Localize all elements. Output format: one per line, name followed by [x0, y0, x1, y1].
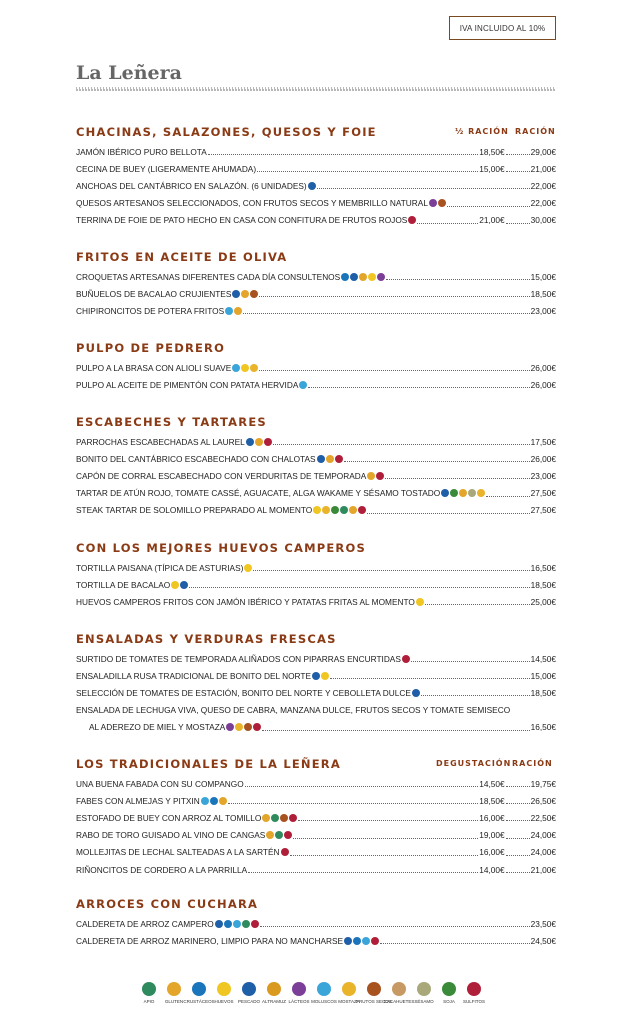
menu-item-name: RIÑONCITOS DE CORDERO A LA PARRILLA: [76, 864, 248, 875]
dot-leader: [257, 170, 478, 172]
dot-leader: [344, 460, 530, 462]
apio-icon: [275, 831, 283, 839]
allergen-label: ALTRAMUZ: [262, 999, 286, 1004]
menu-item: [76, 469, 556, 482]
dot-leader: [245, 785, 479, 787]
menu-item: [76, 704, 556, 717]
price-half: 14,00€: [479, 864, 505, 875]
menu-item: [76, 721, 556, 734]
apio-icon: [340, 506, 348, 514]
dot-leader: [290, 854, 479, 856]
menu-item-name: TERRINA DE FOIE DE PATO HECHO EN CASA CON CONFITURA DE FRUTOS ROJOS: [76, 215, 408, 226]
section-title: ESCABECHES Y TARTARES: [76, 415, 267, 429]
price-full: 22,00€: [530, 180, 556, 191]
price-full: 26,00€: [530, 362, 556, 373]
price-half: 16,00€: [479, 812, 505, 823]
price-full: 30,00€: [530, 215, 556, 226]
gluten-icon: [167, 982, 181, 996]
menu-item-name: BONITO DEL CANTÁBRICO ESCABECHADO CON CHALOTAS: [76, 453, 316, 464]
gluten-icon: [459, 489, 467, 497]
menu-item: [76, 179, 556, 192]
lacteos-icon: [429, 199, 437, 207]
soja-icon: [450, 489, 458, 497]
allergen-apio: [140, 982, 158, 1004]
lacteos-icon: [377, 273, 385, 281]
allergen-label: MOLUSCOS: [311, 999, 337, 1004]
menu-item-name: CECINA DE BUEY (LIGERAMENTE AHUMADA): [76, 163, 257, 174]
menu-item: [76, 378, 556, 391]
menu-item: [76, 162, 556, 175]
allergen-label: SÉSAMO: [414, 999, 434, 1004]
mostaza-icon: [322, 506, 330, 514]
price-full: 24,00€: [530, 830, 556, 841]
altramuz-icon: [267, 982, 281, 996]
frutos-secos-icon: [367, 982, 381, 996]
dot-leader: [385, 477, 529, 479]
huevos-icon: [217, 982, 231, 996]
allergen-label: APIO: [143, 999, 155, 1004]
menu-item: [76, 287, 556, 300]
allergen-label: SULFITOS: [463, 999, 485, 1004]
menu-item: [76, 270, 556, 283]
dot-leader: [367, 512, 529, 514]
menu-item-name: TORTILLA DE BACALAO: [76, 579, 171, 590]
menu-item-name: RABO DE TORO GUISADO AL VINO DE CANGAS: [76, 830, 266, 841]
moluscos-icon: [317, 982, 331, 996]
menu-item: [76, 561, 556, 574]
sesamo-icon: [468, 489, 476, 497]
menu-item-name: AL ADEREZO DE MIEL Y MOSTAZA: [89, 722, 226, 733]
price-full: 29,00€: [530, 146, 556, 157]
menu-item-name: QUESOS ARTESANOS SELECCIONADOS, CON FRUTOS SECOS Y MEMBRILLO NATURAL: [76, 198, 428, 209]
price-full: 22,50€: [530, 812, 556, 823]
allergen-lacteos: [290, 982, 308, 1004]
price-full: 18,50€: [530, 579, 556, 590]
allergen-altramuz: [262, 982, 286, 1004]
dot-leader: [298, 819, 478, 821]
pescado-icon: [350, 273, 358, 281]
apio-icon: [271, 814, 279, 822]
crustaceos-icon: [224, 920, 232, 928]
menu-item-name: JAMÓN IBÉRICO PURO BELLOTA: [76, 146, 207, 157]
dot-leader: [253, 569, 529, 571]
price-half: 15,00€: [479, 163, 505, 174]
dot-leader: [506, 871, 530, 873]
price-half: 21,00€: [479, 215, 505, 226]
dot-leader: [208, 153, 478, 155]
allergen-huevos: [215, 982, 233, 1004]
section-title: FRITOS EN ACEITE DE OLIVA: [76, 250, 288, 264]
allergen-label: LÁCTEOS: [288, 999, 310, 1004]
price-full: 17,50€: [530, 436, 556, 447]
dot-leader: [506, 802, 530, 804]
crustaceos-icon: [353, 937, 361, 945]
pescado-icon: [232, 290, 240, 298]
menu-item: [76, 917, 556, 930]
price-full: 27,50€: [530, 488, 556, 499]
allergen-gluten: [165, 982, 183, 1004]
dot-leader: [506, 170, 530, 172]
menu-item: [76, 794, 556, 807]
section-title: CON LOS MEJORES HUEVOS CAMPEROS: [76, 541, 366, 555]
crustaceos-icon: [192, 982, 206, 996]
moluscos-icon: [233, 920, 241, 928]
price-full: 19,75€: [530, 778, 556, 789]
allergen-label: CRUSTÁCEOS: [183, 999, 215, 1004]
sulfitos-icon: [408, 216, 416, 224]
menu-item-name: BUÑUELOS DE BACALAO CRUJIENTES: [76, 288, 232, 299]
allergen-label: SOJA: [443, 999, 455, 1004]
dot-leader: [189, 586, 529, 588]
mostaza-icon: [477, 489, 485, 497]
column-header-half: DEGUSTACIÓN: [436, 759, 512, 768]
column-header-half: ½ RACIÓN: [455, 127, 509, 136]
price-full: 16,50€: [530, 562, 556, 573]
allergen-label: HUEVOS: [214, 999, 234, 1004]
apio-icon: [142, 982, 156, 996]
dot-leader: [248, 871, 478, 873]
allergen-pescado: [238, 982, 261, 1004]
gluten-icon: [255, 438, 263, 446]
dot-leader: [411, 660, 530, 662]
dot-leader: [308, 386, 529, 388]
price-full: 25,00€: [530, 596, 556, 607]
sulfitos-icon: [335, 455, 343, 463]
dot-leader: [228, 802, 478, 804]
sulfitos-icon: [467, 982, 481, 996]
apio-icon: [242, 920, 250, 928]
menu-item-name: UNA BUENA FABADA CON SU COMPANGO: [76, 778, 244, 789]
price-full: 23,00€: [530, 305, 556, 316]
menu-item-name: ENSALADILLA RUSA TRADICIONAL DE BONITO DEL NORTE: [76, 670, 311, 681]
price-full: 15,00€: [530, 271, 556, 282]
menu-item: [76, 214, 556, 227]
dot-leader: [506, 819, 530, 821]
huevos-icon: [241, 364, 249, 372]
menu-item-name: TORTILLA PAISANA (TÍPICA DE ASTURIAS): [76, 562, 244, 573]
sulfitos-icon: [284, 831, 292, 839]
sulfitos-icon: [281, 848, 289, 856]
dot-leader: [293, 837, 478, 839]
pescado-icon: [441, 489, 449, 497]
frutos-secos-icon: [250, 290, 258, 298]
gluten-icon: [349, 506, 357, 514]
allergen-label: CACAHUETES: [383, 999, 415, 1004]
moluscos-icon: [299, 381, 307, 389]
sulfitos-icon: [253, 723, 261, 731]
menu-item: [76, 934, 556, 947]
soja-icon: [331, 506, 339, 514]
sesamo-icon: [417, 982, 431, 996]
menu-item: [76, 145, 556, 158]
dot-leader: [262, 729, 529, 731]
menu-item: [76, 504, 556, 517]
price-full: 26,50€: [530, 795, 556, 806]
price-half: 18,50€: [479, 795, 505, 806]
menu-item-name: CALDERETA DE ARROZ MARINERO, LIMPIO PARA NO MANCHARSE: [76, 935, 344, 946]
menu-item: [76, 652, 556, 665]
price-full: 26,00€: [530, 453, 556, 464]
sulfitos-icon: [264, 438, 272, 446]
menu-item: [76, 487, 556, 500]
sulfitos-icon: [376, 472, 384, 480]
moluscos-icon: [232, 364, 240, 372]
huevos-icon: [313, 506, 321, 514]
dot-leader: [330, 677, 530, 679]
allergen-frutos-secos: [356, 982, 392, 1004]
gluten-icon: [359, 273, 367, 281]
dot-leader: [259, 369, 529, 371]
dot-leader: [425, 603, 530, 605]
gluten-icon: [262, 814, 270, 822]
frutos-secos-icon: [438, 199, 446, 207]
huevos-icon: [171, 581, 179, 589]
price-full: 24,50€: [530, 935, 556, 946]
allergen-soja: [440, 982, 458, 1004]
sulfitos-icon: [402, 655, 410, 663]
gluten-icon: [367, 472, 375, 480]
menu-item: [76, 304, 556, 317]
pescado-icon: [215, 920, 223, 928]
menu-item-name: PARROCHAS ESCABECHADAS AL LAUREL: [76, 436, 245, 447]
menu-item: [76, 846, 556, 859]
price-full: 26,00€: [530, 379, 556, 390]
crustaceos-icon: [210, 797, 218, 805]
menu-item-name: SURTIDO DE TOMATES DE TEMPORADA ALIÑADOS CON PIPARRAS ENCURTIDAS: [76, 653, 401, 664]
cacahuetes-icon: [392, 982, 406, 996]
price-full: 23,50€: [530, 918, 556, 929]
price-full: 18,50€: [530, 288, 556, 299]
menu-item: [76, 197, 556, 210]
menu-item-name: STEAK TARTAR DE SOLOMILLO PREPARADO AL MOMENTO: [76, 505, 313, 516]
price-half: 19,00€: [479, 830, 505, 841]
menu-item-name: MOLLEJITAS DE LECHAL SALTEADAS A LA SARTÉN: [76, 847, 280, 858]
dot-leader: [273, 443, 530, 445]
menu-item-name: CAPÓN DE CORRAL ESCABECHADO CON VERDURITAS DE TEMPORADA: [76, 470, 367, 481]
dot-leader: [317, 187, 530, 189]
price-half: 14,50€: [479, 778, 505, 789]
dot-leader: [421, 694, 530, 696]
menu-item: [76, 361, 556, 374]
menu-item-name: ESTOFADO DE BUEY CON ARROZ AL TOMILLO: [76, 812, 262, 823]
allergen-label: FRUTOS SECOS: [356, 999, 392, 1004]
frutos-secos-icon: [280, 814, 288, 822]
gluten-icon: [266, 831, 274, 839]
pescado-icon: [412, 689, 420, 697]
huevos-icon: [368, 273, 376, 281]
lacteos-icon: [292, 982, 306, 996]
dot-leader: [386, 278, 529, 280]
menu-item-name: PULPO A LA BRASA CON ALIOLI SUAVE: [76, 362, 232, 373]
dot-leader: [260, 925, 530, 927]
menu-item: [76, 435, 556, 448]
frutos-secos-icon: [244, 723, 252, 731]
menu-item-name: CROQUETAS ARTESANAS DIFERENTES CADA DÍA CONSULTENOS: [76, 271, 341, 282]
menu-item-name: SELECCIÓN DE TOMATES DE ESTACIÓN, BONITO DEL NORTE Y CEBOLLETA DULCE: [76, 687, 411, 698]
dot-leader: [486, 495, 529, 497]
sulfitos-icon: [289, 814, 297, 822]
menu-item: [76, 863, 556, 876]
dot-leader: [506, 222, 530, 224]
huevos-icon: [321, 672, 329, 680]
section-title: ENSALADAS Y VERDURAS FRESCAS: [76, 632, 337, 646]
allergen-sesamo: [415, 982, 433, 1004]
moluscos-icon: [362, 937, 370, 945]
dot-leader: [506, 785, 530, 787]
pescado-icon: [317, 455, 325, 463]
lacteos-icon: [226, 723, 234, 731]
menu-item: [76, 829, 556, 842]
price-full: 23,00€: [530, 470, 556, 481]
moluscos-icon: [201, 797, 209, 805]
price-full: 18,50€: [530, 687, 556, 698]
menu-item: [76, 595, 556, 608]
menu-item-name: TARTAR DE ATÚN ROJO, TOMATE CASSÉ, AGUACATE, ALGA WAKAME Y SÉSAMO TOSTADO: [76, 488, 441, 499]
price-full: 15,00€: [530, 670, 556, 681]
title-divider: [76, 87, 556, 91]
dot-leader: [506, 854, 530, 856]
menu-item-name: HUEVOS CAMPEROS FRITOS CON JAMÓN IBÉRICO Y PATATAS FRITAS AL MOMENTO: [76, 596, 415, 607]
section-title: CHACINAS, SALAZONES, QUESOS Y FOIE: [76, 125, 377, 139]
price-half: 16,00€: [479, 847, 505, 858]
mostaza-icon: [250, 364, 258, 372]
dot-leader: [506, 153, 530, 155]
gluten-icon: [219, 797, 227, 805]
menu-item-name: FABES CON ALMEJAS Y PITXIN: [76, 795, 200, 806]
pescado-icon: [308, 182, 316, 190]
allergen-label: MOSTAZA: [338, 999, 360, 1004]
pescado-icon: [246, 438, 254, 446]
menu-item: [76, 777, 556, 790]
section-title: ARROCES CON CUCHARA: [76, 897, 259, 911]
dot-leader: [259, 295, 529, 297]
sulfitos-icon: [251, 920, 259, 928]
price-full: 16,50€: [530, 722, 556, 733]
huevos-icon: [244, 564, 252, 572]
menu-item: [76, 669, 556, 682]
crustaceos-icon: [341, 273, 349, 281]
price-full: 27,50€: [530, 505, 556, 516]
huevos-icon: [416, 598, 424, 606]
price-full: 14,50€: [530, 653, 556, 664]
column-header-full: RACIÓN: [515, 127, 556, 136]
allergen-crustaceos: [183, 982, 215, 1004]
mostaza-icon: [342, 982, 356, 996]
sulfitos-icon: [371, 937, 379, 945]
dot-leader: [380, 942, 530, 944]
price-full: 21,00€: [530, 163, 556, 174]
price-half: 18,50€: [479, 146, 505, 157]
menu-item-name: ANCHOAS DEL CANTÁBRICO EN SALAZÓN. (6 UNIDADES): [76, 180, 307, 191]
menu-item: [76, 578, 556, 591]
allergen-cacahuetes: [383, 982, 415, 1004]
section-title: PULPO DE PEDRERO: [76, 341, 226, 355]
price-full: 22,00€: [530, 198, 556, 209]
allergen-legend: [140, 982, 483, 1004]
dot-leader: [506, 837, 530, 839]
mostaza-icon: [235, 723, 243, 731]
dot-leader: [447, 205, 530, 207]
menu-item-name: PULPO AL ACEITE DE PIMENTÓN CON PATATA HERVIDA: [76, 379, 299, 390]
gluten-icon: [234, 307, 242, 315]
menu-item: [76, 811, 556, 824]
iva-notice: IVA INCLUIDO AL 10%: [449, 16, 556, 40]
menu-item-name: CALDERETA DE ARROZ CAMPERO: [76, 918, 214, 929]
dot-leader: [417, 222, 478, 224]
allergen-sulfitos: [465, 982, 483, 1004]
pescado-icon: [180, 581, 188, 589]
page-title: La Leñera: [76, 62, 182, 84]
pescado-icon: [312, 672, 320, 680]
pescado-icon: [344, 937, 352, 945]
menu-item: [76, 452, 556, 465]
menu-item-name: ENSALADA DE LECHUGA VIVA, QUESO DE CABRA, MANZANA DULCE, FRUTOS SECOS Y TOMATE SEMISECO: [76, 705, 511, 716]
section-title: LOS TRADICIONALES DE LA LEÑERA: [76, 757, 341, 771]
gluten-icon: [241, 290, 249, 298]
price-full: 24,00€: [530, 847, 556, 858]
menu-item: [76, 686, 556, 699]
allergen-label: GLUTEN: [164, 999, 184, 1004]
menu-item-name: CHIPIRONCITOS DE POTERA FRITOS: [76, 305, 225, 316]
pescado-icon: [242, 982, 256, 996]
sulfitos-icon: [358, 506, 366, 514]
gluten-icon: [326, 455, 334, 463]
column-header-full: RACIÓN: [512, 759, 553, 768]
moluscos-icon: [225, 307, 233, 315]
soja-icon: [442, 982, 456, 996]
price-full: 21,00€: [530, 864, 556, 875]
dot-leader: [243, 312, 529, 314]
allergen-label: PESCADO: [238, 999, 261, 1004]
allergen-moluscos: [311, 982, 337, 1004]
